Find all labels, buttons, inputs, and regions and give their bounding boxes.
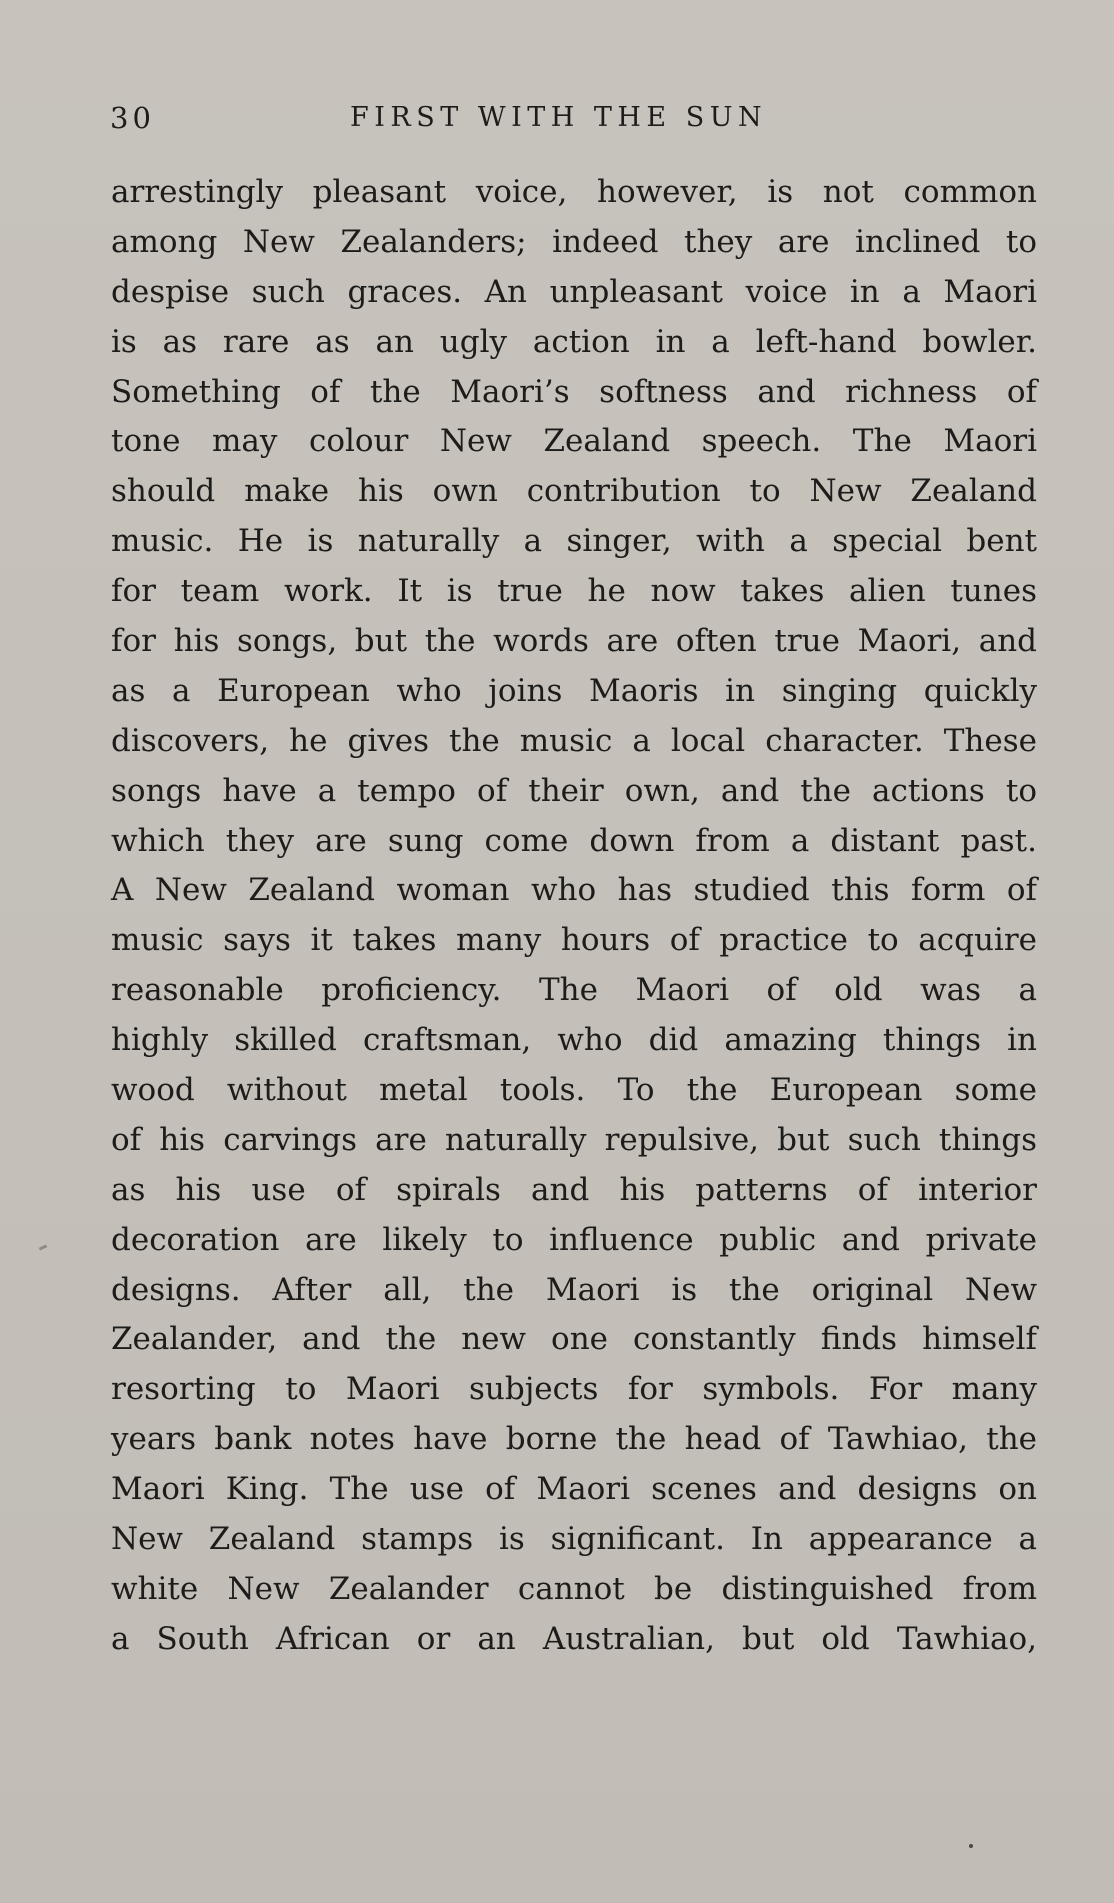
text-line: decoration are likely to influence public and private	[111, 1221, 1037, 1258]
page-header	[110, 98, 1035, 138]
text-line: white New Zealander cannot be distinguished from	[111, 1570, 1037, 1607]
text-line: should make his own contribution to New Zealand	[111, 473, 1037, 510]
text-line: songs have a tempo of their own, and the actions to	[111, 772, 1037, 809]
text-line: discovers, he gives the music a local character. These	[111, 722, 1037, 759]
text-line: music. He is naturally a singer, with a special bent	[111, 523, 1037, 560]
text-line: which they are sung come down from a distant past.	[111, 822, 1037, 859]
text-line: reasonable proficiency. The Maori of old was a	[111, 972, 1037, 1009]
text-line: for his songs, but the words are often true Maori, and	[111, 623, 1037, 660]
text-line: as a European who joins Maoris in singing quickly	[111, 672, 1037, 709]
text-line: New Zealand stamps is significant. In appearance a	[111, 1521, 1037, 1558]
paper-speck	[969, 1844, 973, 1848]
text-line: as his use of spirals and his patterns of interior	[111, 1171, 1037, 1208]
running-head: FIRST WITH THE SUN	[350, 102, 768, 133]
text-line: A New Zealand woman who has studied this form of	[111, 872, 1037, 909]
text-line: arrestingly pleasant voice, however, is not common	[111, 174, 1037, 210]
text-line: a South African or an Australian, but old Tawhiao,	[111, 1620, 1037, 1657]
text-line: resorting to Maori subjects for symbols. For many	[111, 1371, 1037, 1408]
text-line: Zealander, and the new one constantly finds himself	[111, 1321, 1037, 1358]
page-number: 30	[110, 101, 155, 135]
margin-mark	[39, 1244, 48, 1250]
text-line: music says it takes many hours of practice to acquire	[111, 922, 1037, 959]
text-line: Maori King. The use of Maori scenes and designs on	[111, 1471, 1037, 1508]
text-line: years bank notes have borne the head of Tawhiao, the	[111, 1421, 1037, 1458]
text-line: of his carvings are naturally repulsive, but such things	[111, 1121, 1037, 1158]
text-line: highly skilled craftsman, who did amazing things in	[111, 1022, 1037, 1059]
text-line: designs. After all, the Maori is the original New	[111, 1271, 1037, 1308]
text-line: despise such graces. An unpleasant voice in a Maori	[111, 273, 1037, 310]
text-line: among New Zealanders; indeed they are inclined to	[111, 223, 1037, 260]
body-text	[111, 168, 1037, 1665]
text-line: Something of the Maori’s softness and richness of	[111, 373, 1037, 410]
text-line: for team work. It is true he now takes alien tunes	[111, 573, 1037, 610]
text-line: is as rare as an ugly action in a left-hand bowler.	[111, 323, 1037, 360]
text-line: tone may colour New Zealand speech. The Maori	[111, 423, 1037, 460]
text-line: wood without metal tools. To the European some	[111, 1072, 1037, 1109]
